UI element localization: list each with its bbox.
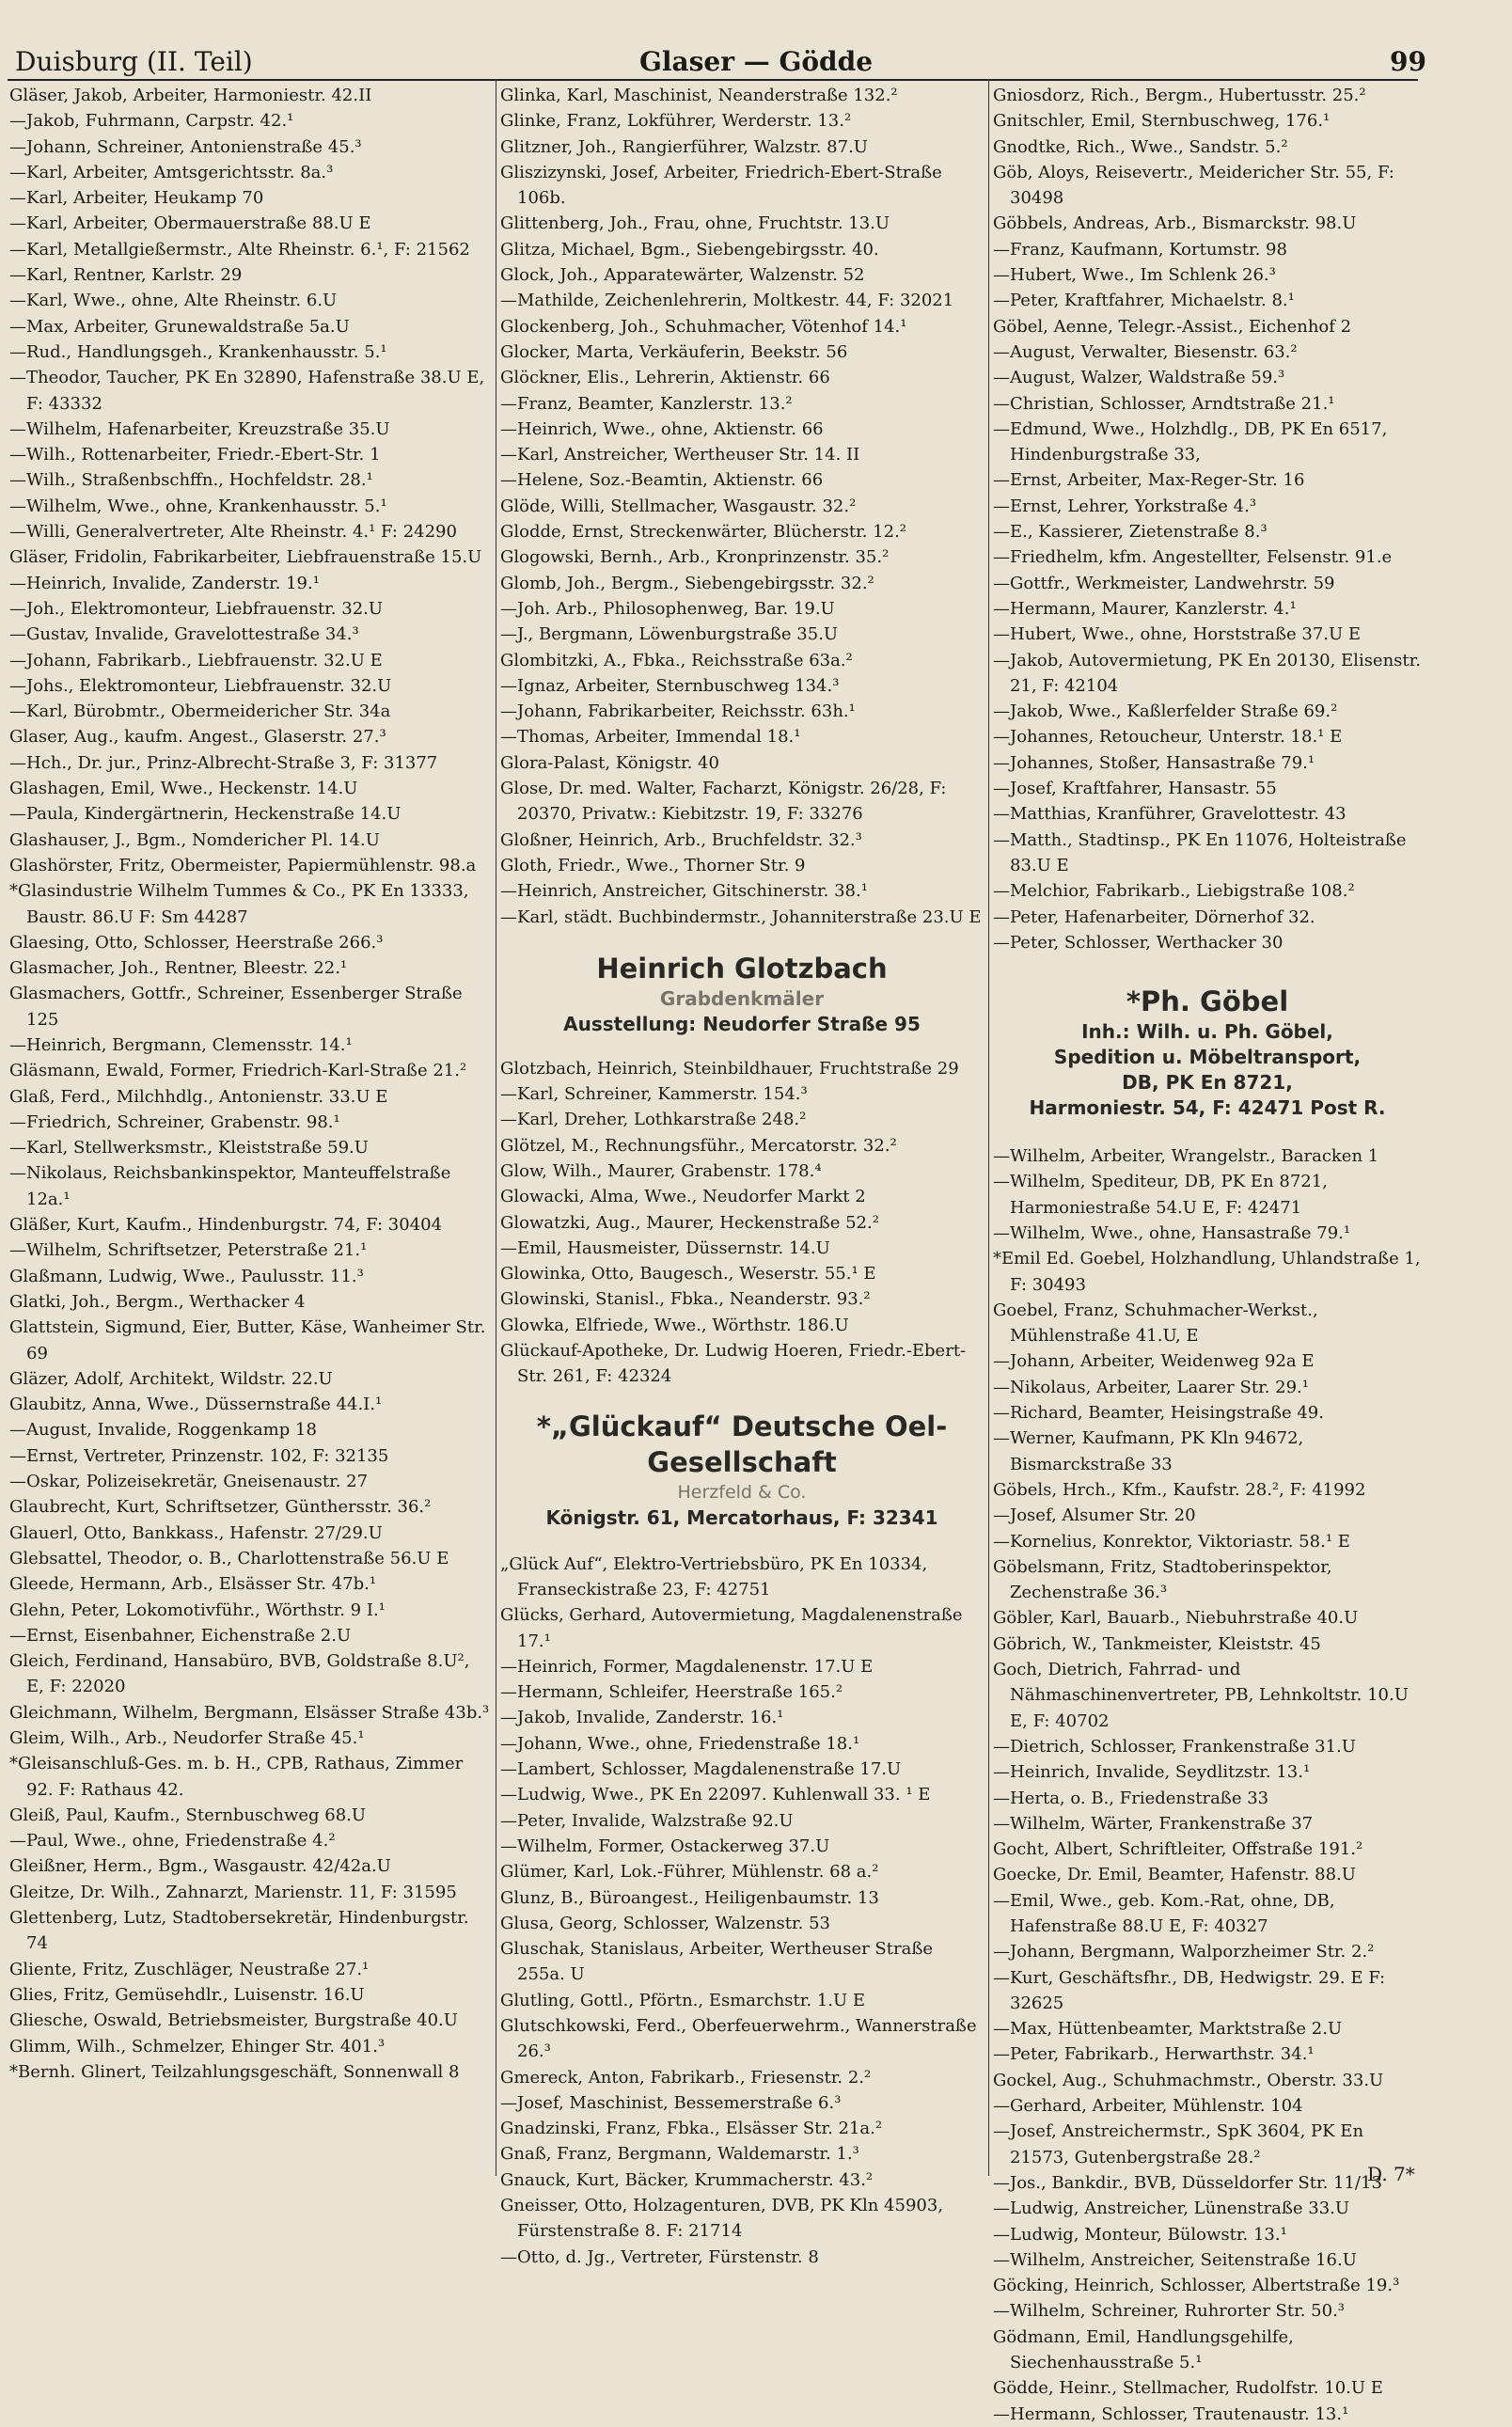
- directory-entry: —Thomas, Arbeiter, Immendal 18.¹: [500, 727, 801, 748]
- directory-entry: Glaß, Ferd., Milchhdlg., Antonienstr. 33.U E: [9, 1086, 388, 1107]
- directory-entry: *Emil Ed. Goebel, Holzhandlung, Uhlandstraße 1, F: 30493: [993, 1249, 1421, 1295]
- directory-entry: *Glasindustrie Wilhelm Tummes & Co., PK En 13333, Baustr. 86.U F: Sm 44287: [9, 881, 469, 927]
- column-divider: [988, 79, 989, 2176]
- directory-entry: —Hermann, Schleifer, Heerstraße 165.²: [500, 1682, 843, 1703]
- directory-entry: —Kurt, Geschäftsfhr., DB, Hedwigstr. 29. E F: 32625: [993, 1967, 1386, 2013]
- directory-entry: Gleiß, Paul, Kaufm., Sternbuschweg 68.U: [9, 1804, 367, 1825]
- directory-entry: Gliente, Fritz, Zuschläger, Neustraße 27.¹: [9, 1959, 370, 1979]
- directory-entry: —Lambert, Schlosser, Magdalenenstraße 17.U: [500, 1759, 902, 1780]
- directory-entry: Gliesche, Oswald, Betriebsmeister, Burgstraße 40.U: [9, 2010, 458, 2031]
- directory-entry: —Joh. Arb., Philosophenweg, Bar. 19.U: [500, 598, 835, 619]
- directory-entry: —Franz, Beamter, Kanzlerstr. 13.²: [500, 393, 793, 414]
- directory-entry: —Matth., Stadtinsp., PK En 11076, Holteistraße 83.U E: [993, 829, 1407, 875]
- directory-entry: —Nikolaus, Arbeiter, Laarer Str. 29.¹: [993, 1377, 1309, 1397]
- directory-entry: —Heinrich, Bergmann, Clemensstr. 14.¹: [9, 1034, 353, 1055]
- directory-entry: —Nikolaus, Reichsbankinspektor, Manteuffelstraße 12a.¹: [9, 1163, 451, 1209]
- directory-entry: —Mathilde, Zeichenlehrerin, Moltkestr. 44, F: 32021: [500, 291, 954, 311]
- directory-entry: Gneisser, Otto, Holzagenturen, DVB, PK Kln 45903, Fürstenstraße 8. F: 21714: [500, 2196, 944, 2242]
- advert-line: Königstr. 61, Mercatorhaus, F: 32341: [545, 1505, 938, 1529]
- directory-entry: Glow, Wilh., Maurer, Grabenstr. 178.⁴: [500, 1160, 822, 1181]
- advert-name: *Ph. Göbel: [1126, 985, 1289, 1018]
- directory-entry: —Hubert, Wwe., ohne, Horststraße 37.U E: [993, 624, 1362, 645]
- column-left: [9, 83, 491, 2085]
- directory-entry: —Wilhelm, Wwe., ohne, Krankenhausstr. 5.¹: [9, 496, 387, 516]
- directory-entry: —Heinrich, Former, Magdalenenstr. 17.U E: [500, 1656, 874, 1677]
- directory-entry: —Karl, Arbeiter, Obermauerstraße 88.U E: [9, 213, 371, 234]
- directory-entry: Glashagen, Emil, Wwe., Heckenstr. 14.U: [9, 779, 358, 799]
- directory-entry: Gloth, Friedr., Wwe., Thorner Str. 9: [500, 855, 806, 875]
- directory-entry: Goebel, Franz, Schuhmacher-Werkst., Mühlenstraße 41.U, E: [993, 1300, 1318, 1347]
- directory-entry: —Karl, Rentner, Karlstr. 29: [9, 265, 243, 286]
- directory-entry: Gmereck, Anton, Fabrikarb., Friesenstr. 2.²: [500, 2067, 872, 2088]
- directory-entry: —Emil, Hausmeister, Düssernstr. 14.U: [500, 1237, 830, 1258]
- directory-entry: —J., Bergmann, Löwenburgstraße 35.U: [500, 624, 839, 645]
- directory-entry: —Werner, Kaufmann, PK Kln 94672, Bismarckstraße 33: [993, 1428, 1304, 1474]
- directory-entry: —Heinrich, Wwe., ohne, Aktienstr. 66: [500, 418, 824, 439]
- directory-entry: Glowinski, Stanisl., Fbka., Neanderstr. 93.²: [500, 1289, 871, 1310]
- advert-glueckauf: [500, 1409, 984, 1531]
- directory-entry: —Karl, Anstreicher, Wertheuser Str. 14. II: [500, 445, 860, 465]
- directory-entry: Gleitze, Dr. Wilh., Zahnarzt, Marienstr. 11, F: 31595: [9, 1882, 457, 1902]
- directory-entry: Gnodtke, Rich., Wwe., Sandstr. 5.²: [993, 136, 1288, 157]
- directory-entry: —Max, Hüttenbeamter, Marktstraße 2.U: [993, 2019, 1343, 2040]
- directory-entry: —Max, Arbeiter, Grunewaldstraße 5a.U: [9, 316, 350, 337]
- directory-entry: Göbelsmann, Fritz, Stadtoberinspektor, Zechenstraße 36.³: [993, 1556, 1332, 1603]
- directory-entry: —Emil, Wwe., geb. Kom.-Rat, ohne, DB, Hafenstraße 88.U E, F: 40327: [993, 1890, 1335, 1936]
- directory-entry: —Johann, Fabrikarbeiter, Reichsstr. 63h.¹: [500, 701, 856, 722]
- directory-entry: Glowatzki, Aug., Maurer, Heckenstraße 52.²: [500, 1212, 879, 1233]
- directory-entry: Göb, Aloys, Reisevertr., Meidericher Str. 55, F: 30498: [993, 162, 1394, 209]
- directory-entry: Glebsattel, Theodor, o. B., Charlottenstraße 56.U E: [9, 1548, 449, 1568]
- directory-entry: —Herta, o. B., Friedenstraße 33: [993, 1788, 1269, 1808]
- directory-entry: —August, Walzer, Waldstraße 59.³: [993, 368, 1285, 388]
- directory-entry: —Edmund, Wwe., Holzhdlg., DB, PK En 6517, Hindenburgstraße 33,: [993, 418, 1388, 465]
- directory-entry: —Karl, Arbeiter, Heukamp 70: [9, 188, 264, 209]
- advert-line: Inh.: Wilh. u. Ph. Göbel,: [1081, 1020, 1333, 1044]
- directory-entry: Glatki, Joh., Bergm., Werthacker 4: [9, 1291, 306, 1312]
- directory-entry: —Wilhelm, Wärter, Frankenstraße 37: [993, 1813, 1314, 1834]
- directory-entry: Glashauser, J., Bgm., Nomdericher Pl. 14.U: [9, 829, 380, 850]
- directory-entry: —Johann, Wwe., ohne, Friedenstraße 18.¹: [500, 1733, 860, 1754]
- advert-line: Herzfeld & Co.: [677, 1481, 807, 1503]
- header-range: Glaser — Gödde: [638, 46, 874, 77]
- directory-entry: Gödde, Heinr., Stellmacher, Rudolfstr. 10.U E: [993, 2378, 1383, 2399]
- directory-entry: —Ignaz, Arbeiter, Sternbuschweg 134.³: [500, 675, 840, 696]
- directory-entry: —Matthias, Kranführer, Gravelottestr. 43: [993, 804, 1347, 825]
- advert-name: *„Glückauf“ Deutsche Oel-Gesellschaft: [536, 1410, 948, 1478]
- directory-entry: —Jos., Bankdir., BVB, Düsseldorfer Str. 11/13: [993, 2172, 1382, 2193]
- advert-line: DB, PK En 8721,: [1122, 1071, 1293, 1095]
- directory-entry: —Wilhelm, Former, Ostackerweg 37.U: [500, 1836, 830, 1856]
- advert-name: Heinrich Glotzbach: [596, 952, 888, 985]
- directory-entry: Gocht, Albert, Schriftleiter, Offstraße 191.²: [993, 1839, 1363, 1860]
- directory-entry: Glümer, Karl, Lok.-Führer, Mühlenstr. 68 a.²: [500, 1862, 879, 1883]
- directory-entry: —Karl, Bürobmtr., Obermeidericher Str. 34a: [9, 701, 391, 722]
- directory-entry: —Hubert, Wwe., Im Schlenk 26.³: [993, 265, 1276, 286]
- advert-glotzbach: [500, 951, 984, 1037]
- directory-entry: Gniosdorz, Rich., Bergm., Hubertusstr. 25.²: [993, 86, 1366, 105]
- directory-entry: Glotzbach, Heinrich, Steinbildhauer, Fruchtstraße 29: [500, 1058, 959, 1079]
- directory-entry: —Dietrich, Schlosser, Frankenstraße 31.U: [993, 1736, 1356, 1757]
- directory-entry: —Johs., Elektromonteur, Liebfrauenstr. 32.U: [9, 675, 392, 696]
- directory-entry: —Johann, Schreiner, Antonienstraße 45.³: [9, 136, 362, 157]
- directory-entry: Glomb, Joh., Bergm., Siebengebirgsstr. 32.²: [500, 573, 874, 593]
- directory-entry: —Theodor, Taucher, PK En 32890, Hafenstraße 38.U E, F: 43332: [9, 368, 485, 414]
- directory-entry: —Paula, Kindergärtnerin, Heckenstraße 14.U: [9, 804, 402, 825]
- directory-entry: Glowka, Elfriede, Wwe., Wörthstr. 186.U: [500, 1315, 849, 1335]
- directory-entry: —Peter, Fabrikarb., Herwarthstr. 34.¹: [993, 2044, 1315, 2065]
- directory-entry: Göbrich, W., Tankmeister, Kleiststr. 45: [993, 1633, 1321, 1654]
- directory-entry: Glashörster, Fritz, Obermeister, Papiermühlenstr. 98.a: [9, 855, 477, 875]
- directory-entry: Gleichmann, Wilhelm, Bergmann, Elsässer Straße 43b.³: [9, 1702, 490, 1723]
- directory-entry: —Karl, Wwe., ohne, Alte Rheinstr. 6.U: [9, 291, 338, 311]
- directory-entry: Glettenberg, Lutz, Stadtobersekretär, Hindenburgstr. 74: [9, 1908, 469, 1954]
- directory-entry: —Friedhelm, kfm. Angestellter, Felsenstr. 91.e: [993, 547, 1393, 568]
- directory-entry: Glimm, Wilh., Schmelzer, Ehinger Str. 401.³: [9, 2036, 386, 2057]
- directory-entry: —Wilhelm, Hafenarbeiter, Kreuzstraße 35.U: [9, 418, 390, 439]
- directory-entry: —Wilhelm, Wwe., ohne, Hansastraße 79.¹: [993, 1222, 1351, 1243]
- directory-entry: Gleede, Hermann, Arb., Elsässer Str. 47b.¹: [9, 1574, 377, 1595]
- signature-mark: D. 7*: [1367, 2163, 1415, 2185]
- directory-entry: —E., Kassierer, Zietenstraße 8.³: [993, 522, 1268, 543]
- directory-entry: —Oskar, Polizeisekretär, Gneisenaustr. 27: [9, 1472, 369, 1492]
- directory-entry: Gnauck, Kurt, Bäcker, Krummacherstr. 43.²: [500, 2169, 874, 2190]
- directory-entry: —Ernst, Eisenbahner, Eichenstraße 2.U: [9, 1625, 352, 1646]
- directory-entry: Göbbels, Andreas, Arb., Bismarckstr. 98.U: [993, 213, 1357, 234]
- directory-entry: —Josef, Anstreichermstr., SpK 3604, PK En 21573, Gutenbergstraße 28.²: [993, 2121, 1364, 2167]
- directory-entry: —Josef, Maschinist, Bessemerstraße 6.³: [500, 2092, 842, 2113]
- directory-entry: Glattstein, Sigmund, Eier, Butter, Käse, Wanheimer Str. 69: [9, 1317, 486, 1363]
- directory-entry: —Willi, Generalvertreter, Alte Rheinstr. 4.¹ F: 24290: [9, 522, 457, 543]
- directory-entry: Gleich, Ferdinand, Hansabüro, BVB, Goldstraße 8.U², E, F: 22020: [9, 1651, 470, 1697]
- directory-entry: —Helene, Soz.-Beamtin, Aktienstr. 66: [500, 470, 824, 491]
- directory-entry: —Melchior, Fabrikarb., Liebigstraße 108.²: [993, 881, 1355, 902]
- directory-entry: Glies, Fritz, Gemüsehdlr., Luisenstr. 16.U: [9, 1984, 365, 2005]
- advert-goebel: [993, 984, 1422, 1121]
- column-right: [993, 83, 1422, 2427]
- directory-entry: —Gottfr., Werkmeister, Landwehrstr. 59: [993, 573, 1335, 593]
- directory-entry: Glauerl, Otto, Bankkass., Hafenstr. 27/29.U: [9, 1522, 383, 1543]
- directory-entry: —Josef, Kraftfahrer, Hansastr. 55: [993, 779, 1277, 799]
- directory-entry: Göbler, Karl, Bauarb., Niebuhrstraße 40.U: [993, 1608, 1359, 1629]
- directory-entry: —Richard, Beamter, Heisingstraße 49.: [993, 1403, 1324, 1424]
- directory-entry: —Peter, Schlosser, Werthacker 30: [993, 932, 1284, 953]
- directory-entry: Glötzel, M., Rechnungsführ., Mercatorstr. 32.²: [500, 1135, 897, 1156]
- directory-entry: —Johannes, Retoucheur, Unterstr. 18.¹ E: [993, 727, 1343, 748]
- directory-entry: Gleim, Wilh., Arb., Neudorfer Straße 45.¹: [9, 1728, 365, 1748]
- directory-entry: Glinke, Franz, Lokführer, Werderstr. 13.²: [500, 111, 852, 132]
- directory-entry: —Ludwig, Wwe., PK En 22097. Kuhlenwall 33. ¹ E: [500, 1785, 931, 1805]
- advert-line: Grabdenkmäler: [659, 986, 825, 1010]
- directory-entry: Glora-Palast, Königstr. 40: [500, 752, 719, 773]
- directory-entry: —August, Verwalter, Biesenstr. 63.²: [993, 341, 1298, 362]
- directory-entry: —Ludwig, Monteur, Bülowstr. 13.¹: [993, 2224, 1287, 2245]
- directory-entry: —Johannes, Stoßer, Hansastraße 79.¹: [993, 752, 1315, 773]
- directory-entry: —Josef, Alsumer Str. 20: [993, 1505, 1196, 1526]
- directory-entry: Göcking, Heinrich, Schlosser, Albertstraße 19.³: [993, 2276, 1400, 2296]
- directory-entry: —Johann, Arbeiter, Weidenweg 92a E: [993, 1351, 1315, 1372]
- directory-entry: Glasmacher, Joh., Rentner, Bleestr. 22.¹: [9, 958, 348, 979]
- directory-entry: Glöckner, Elis., Lehrerin, Aktienstr. 66: [500, 368, 830, 388]
- directory-entry: Glinka, Karl, Maschinist, Neanderstraße 132.²: [500, 86, 898, 105]
- directory-entry: Glutling, Gottl., Pförtn., Esmarchstr. 1.U E: [500, 1990, 866, 2010]
- directory-entry: Goecke, Dr. Emil, Beamter, Hafenstr. 88.U: [993, 1865, 1356, 1885]
- directory-entry: Gockel, Aug., Schuhmachmstr., Oberstr. 33.U: [993, 2070, 1384, 2090]
- directory-entry: Glaser, Aug., kaufm. Angest., Glaserstr. 27.³: [9, 727, 386, 748]
- directory-entry: Glaßmann, Ludwig, Wwe., Paulusstr. 11.³: [9, 1266, 364, 1286]
- directory-entry: —Gustav, Invalide, Gravelottestraße 34.³: [9, 624, 359, 645]
- directory-entry: Glehn, Peter, Lokomotivführ., Wörthstr. 9 I.¹: [9, 1600, 386, 1620]
- directory-entry: Gödmann, Emil, Handlungsgehilfe, Siechenhausstraße 5.¹: [993, 2326, 1294, 2373]
- header-rule: [8, 79, 1418, 81]
- directory-entry: —Hermann, Maurer, Kanzlerstr. 4.¹: [993, 598, 1297, 619]
- directory-entry: Glusa, Georg, Schlosser, Walzenstr. 53: [500, 1913, 830, 1933]
- advert-line: Ausstellung: Neudorfer Straße 95: [563, 1012, 921, 1035]
- directory-entry: Glodde, Ernst, Streckenwärter, Blücherstr. 12.²: [500, 522, 907, 543]
- column-middle: [500, 83, 984, 2270]
- directory-entry: —August, Invalide, Roggenkamp 18: [9, 1420, 317, 1441]
- directory-entry: Glowacki, Alma, Wwe., Neudorfer Markt 2: [500, 1187, 866, 1207]
- directory-entry: —Hch., Dr. jur., Prinz-Albrecht-Straße 3, F: 31377: [9, 752, 438, 773]
- directory-entry: —Hermann, Schlosser, Trautenaustr. 13.¹: [993, 2403, 1349, 2424]
- directory-entry: Glutschkowski, Ferd., Oberfeuerwehrm., Wannerstraße 26.³: [500, 2016, 977, 2062]
- directory-entry: —Christian, Schlosser, Arndtstraße 21.¹: [993, 393, 1335, 414]
- directory-entry: —Wilhelm, Arbeiter, Wrangelstr., Baracken 1: [993, 1146, 1379, 1167]
- directory-entry: —Jakob, Wwe., Kaßlerfelder Straße 69.²: [993, 701, 1338, 722]
- directory-entry: —Wilhelm, Anstreicher, Seitenstraße 16.U: [993, 2249, 1357, 2270]
- directory-entry: Gnitschler, Emil, Sternbuschweg, 176.¹: [993, 111, 1331, 132]
- directory-entry: —Heinrich, Anstreicher, Gitschinerstr. 38.¹: [500, 881, 868, 902]
- directory-entry: Glaesing, Otto, Schlosser, Heerstraße 266.³: [9, 932, 384, 953]
- directory-entry: —Kornelius, Konrektor, Viktoriastr. 58.¹ E: [993, 1531, 1350, 1552]
- directory-entry: Glaubrecht, Kurt, Schriftsetzer, Günthersstr. 36.²: [9, 1497, 432, 1518]
- directory-entry: —Karl, Stellwerksmstr., Kleiststraße 59.U: [9, 1138, 369, 1158]
- directory-entry: Glowinka, Otto, Baugesch., Weserstr. 55.¹ E: [500, 1264, 876, 1284]
- directory-entry: —Karl, Metallgießermstr., Alte Rheinstr. 6.¹, F: 21562: [9, 239, 470, 260]
- directory-entry: Gliszizynski, Josef, Arbeiter, Friedrich-Ebert-Straße 106b.: [500, 162, 942, 209]
- directory-entry: Glogowski, Bernh., Arb., Kronprinzenstr. 35.²: [500, 547, 890, 568]
- directory-entry: Glombitzki, A., Fbka., Reichsstraße 63a.²: [500, 650, 853, 670]
- directory-entry: Gluschak, Stanislaus, Arbeiter, Wertheuser Straße 255a. U: [500, 1939, 934, 1985]
- directory-entry: —Karl, städt. Buchbindermstr., Johanniterstraße 23.U E: [500, 906, 982, 927]
- directory-entry: Göbel, Aenne, Telegr.-Assist., Eichenhof 2: [993, 316, 1352, 337]
- directory-entry: Glose, Dr. med. Walter, Facharzt, Königstr. 26/28, F: 20370, Privatw.: Kiebitzstr. 19, F: 33276: [500, 779, 947, 825]
- directory-entry: —Wilh., Straßenbschffn., Hochfeldstr. 28.¹: [9, 470, 373, 491]
- directory-entry: *Gleisanschluß-Ges. m. b. H., CPB, Rathaus, Zimmer 92. F: Rathaus 42.: [9, 1754, 464, 1800]
- page-number: 99: [1390, 46, 1426, 77]
- directory-entry: Glücks, Gerhard, Autovermietung, Magdalenenstraße 17.¹: [500, 1605, 963, 1651]
- directory-entry: —Wilh., Rottenarbeiter, Friedr.-Ebert-Str. 1: [9, 445, 381, 465]
- directory-entry: Glöde, Willi, Stellmacher, Wasgaustr. 32.²: [500, 496, 857, 516]
- directory-entry: —Gerhard, Arbeiter, Mühlenstr. 104: [993, 2096, 1303, 2117]
- directory-entry: Glunz, B., Büroangest., Heiligenbaumstr. 13: [500, 1887, 879, 1908]
- directory-entry: Gläser, Jakob, Arbeiter, Harmoniestr. 42.II: [9, 86, 372, 105]
- directory-entry: —Jakob, Invalide, Zanderstr. 16.¹: [500, 1708, 784, 1728]
- directory-entry: —Ernst, Lehrer, Yorkstraße 4.³: [993, 496, 1257, 516]
- directory-entry: Gläsmann, Ewald, Former, Friedrich-Karl-Straße 21.²: [9, 1061, 467, 1081]
- directory-entry: „Glück Auf“, Elektro-Vertriebsbüro, PK En 10334, Franseckistraße 23, F: 42751: [500, 1553, 928, 1600]
- directory-entry: Glock, Joh., Apparatewärter, Walzenstr. 52: [500, 265, 865, 286]
- advert-line: Spedition u. Möbeltransport,: [1053, 1046, 1362, 1069]
- directory-entry: —Franz, Kaufmann, Kortumstr. 98: [993, 239, 1287, 260]
- directory-entry: —Wilhelm, Schreiner, Ruhrorter Str. 50.³: [993, 2301, 1346, 2322]
- directory-entry: —Paul, Wwe., ohne, Friedenstraße 4.²: [9, 1831, 336, 1852]
- directory-entry: Gloßner, Heinrich, Arb., Bruchfeldstr. 32.³: [500, 829, 862, 850]
- directory-entry: —Wilhelm, Schriftsetzer, Peterstraße 21.¹: [9, 1240, 368, 1261]
- directory-entry: —Ernst, Arbeiter, Max-Reger-Str. 16: [993, 470, 1305, 491]
- directory-entry: Glockenberg, Joh., Schuhmacher, Vötenhof 14.¹: [500, 316, 907, 337]
- page-header: [0, 43, 1512, 81]
- directory-entry: —Peter, Kraftfahrer, Michaelstr. 8.¹: [993, 291, 1295, 311]
- directory-entry: Glittenberg, Joh., Frau, ohne, Fruchtstr. 13.U: [500, 213, 890, 234]
- directory-entry: Gnadzinski, Franz, Fbka., Elsässer Str. 21a.²: [500, 2119, 883, 2139]
- directory-entry: —Otto, d. Jg., Vertreter, Fürstenstr. 8: [500, 2246, 819, 2267]
- directory-entry: Glocker, Marta, Verkäuferin, Beekstr. 56: [500, 341, 848, 362]
- directory-entry: Gleißner, Herm., Bgm., Wasgaustr. 42/42a.U: [9, 1856, 391, 1877]
- directory-entry: —Karl, Dreher, Lothkarstraße 248.²: [500, 1110, 807, 1130]
- directory-entry: —Heinrich, Invalide, Seydlitzstr. 13.¹: [993, 1762, 1311, 1783]
- directory-entry: Gläzer, Adolf, Architekt, Wildstr. 22.U: [9, 1368, 333, 1389]
- directory-entry: —Joh., Elektromonteur, Liebfrauenstr. 32.U: [9, 598, 384, 619]
- advert-line: Harmoniestr. 54, F: 42471 Post R.: [1029, 1096, 1386, 1120]
- header-city: Duisburg (II. Teil): [15, 46, 253, 77]
- directory-entry: Göbels, Hrch., Kfm., Kaufstr. 28.², F: 41992: [993, 1479, 1366, 1500]
- directory-entry: —Ernst, Vertreter, Prinzenstr. 102, F: 32135: [9, 1445, 389, 1466]
- directory-entry: —Karl, Schreiner, Kammerstr. 154.³: [500, 1084, 808, 1105]
- directory-entry: Glasmachers, Gottfr., Schreiner, Essenberger Straße 125: [9, 984, 463, 1030]
- directory-entry: Gläser, Fridolin, Fabrikarbeiter, Liebfrauenstraße 15.U: [9, 547, 482, 568]
- directory-entry: —Johann, Bergmann, Walporzheimer Str. 2.²: [993, 1942, 1375, 1962]
- directory-entry: —Karl, Arbeiter, Amtsgerichtsstr. 8a.³: [9, 162, 334, 182]
- directory-entry: Glitza, Michael, Bgm., Siebengebirgsstr. 40.: [500, 239, 879, 260]
- directory-entry: Gnaß, Franz, Bergmann, Waldemarstr. 1.³: [500, 2144, 859, 2165]
- directory-entry: —Jakob, Fuhrmann, Carpstr. 42.¹: [9, 111, 294, 132]
- directory-entry: —Peter, Invalide, Walzstraße 92.U: [500, 1810, 794, 1831]
- directory-entry: Goch, Dietrich, Fahrrad- und Nähmaschinenvertreter, PB, Lehnkoltstr. 10.U E, F: 40702: [993, 1660, 1409, 1731]
- directory-entry: Glaubitz, Anna, Wwe., Düssernstraße 44.I.¹: [9, 1395, 383, 1415]
- directory-entry: —Johann, Fabrikarb., Liebfrauenstr. 32.U E: [9, 650, 383, 670]
- directory-entry: Gläßer, Kurt, Kaufm., Hindenburgstr. 74, F: 30404: [9, 1215, 443, 1236]
- directory-entry: —Peter, Hafenarbeiter, Dörnerhof 32.: [993, 906, 1315, 927]
- directory-entry: —Wilhelm, Spediteur, DB, PK En 8721, Harmoniestraße 54.U E, F: 42471: [993, 1172, 1328, 1218]
- directory-entry: —Heinrich, Invalide, Zanderstr. 19.¹: [9, 573, 320, 593]
- directory-entry: —Jakob, Autovermietung, PK En 20130, Elisenstr. 21, F: 42104: [993, 650, 1422, 696]
- directory-entry: —Ludwig, Anstreicher, Lünenstraße 33.U: [993, 2198, 1350, 2219]
- directory-entry: Glückauf-Apotheke, Dr. Ludwig Hoeren, Friedr.-Ebert-Str. 261, F: 42324: [500, 1341, 967, 1387]
- directory-entry: —Rud., Handlungsgeh., Krankenhausstr. 5.¹: [9, 341, 387, 362]
- directory-entry: —Friedrich, Schreiner, Grabenstr. 98.¹: [9, 1111, 340, 1132]
- directory-entry: Glitzner, Joh., Rangierführer, Walzstr. 87.U: [500, 136, 868, 157]
- directory-entry: *Bernh. Glinert, Teilzahlungsgeschäft, Sonnenwall 8: [9, 2061, 460, 2082]
